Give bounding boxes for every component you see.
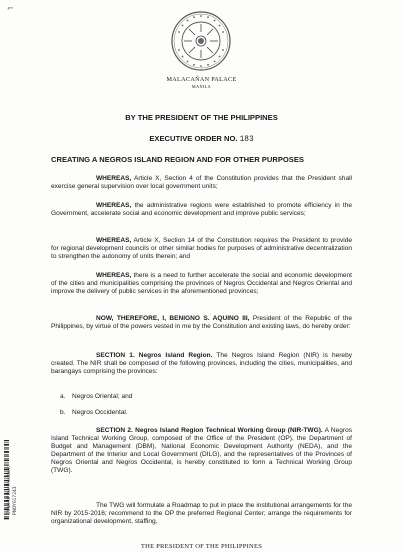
twg-roadmap-text: The TWG will formulate a Roadmap to put in place the institutional arrangements for the NIR by 2015-2016; recommend to the OP the preferred Regional Center; arrange the requirements for organizational development, staffing,: [51, 502, 352, 525]
side-stamp-code: PNOY017243: [13, 486, 18, 515]
now-therefore-text: President of the Republic of the Philippines, by virtue of the powers vested in me by the Constitution and existing laws, do hereby order:: [51, 315, 352, 330]
whereas-text: Article X, Section 4 of the Constitution provides that the President shall exercise general supervision over local government units;: [51, 175, 352, 190]
section-2-heading: SECTION 2. Negros Island Region Technical Working Group (NIR-TWG).: [96, 427, 323, 434]
by-line: BY THE PRESIDENT OF THE PHILIPPINES: [125, 113, 278, 122]
order-title: CREATING A NEGROS ISLAND REGION AND FOR OTHER PURPOSES: [51, 155, 304, 164]
city-name: MANILA: [191, 84, 212, 89]
presidential-seal-icon: [170, 10, 232, 72]
side-stamp-office: Office of the President: [7, 466, 12, 515]
executive-order-heading: [0, 134, 403, 144]
list-item: [60, 409, 128, 416]
whereas-paragraph-3: [51, 237, 352, 261]
whereas-paragraph-2: [51, 202, 352, 218]
list-text: Negros Oriental; and: [72, 393, 133, 400]
corner-mark: ⌐: [7, 4, 14, 13]
section-2-text: A Negros Island Technical Working Group, composed of the Office of the President (OP), the Department of Budget and Management (DBM), National Economic Development Authority (NEDA), and the Department of the Interior and Local Government (DILG), and the representatives of the Provinces of Negros Oriental and Negros Occidental, is hereby constituted to form a Technical Working Group (TWG).: [51, 427, 353, 474]
list-marker: a.: [60, 393, 66, 400]
now-therefore-lead: NOW, THEREFORE, I, BENIGNO S. AQUINO III,: [96, 315, 250, 322]
whereas-lead: WHEREAS,: [96, 202, 132, 209]
whereas-lead: WHEREAS,: [96, 175, 132, 182]
section-2-continuation: [51, 502, 352, 526]
section-1-paragraph: [51, 352, 352, 376]
section-1-heading: SECTION 1. Negros Island Region.: [96, 352, 213, 359]
page-footer: THE PRESIDENT OF THE PHILIPPINES: [140, 543, 263, 550]
whereas-lead: WHEREAS,: [96, 237, 132, 244]
now-therefore-paragraph: [51, 315, 352, 331]
eo-number: 183: [239, 136, 254, 144]
palace-name: MALACAÑAN PALACE: [166, 76, 237, 83]
list-item: [60, 393, 132, 400]
section-1-text: The Negros Island Region (NIR) is hereby created. The NIR shall be composed of the following provinces, including the cities, municipalities, and barangays comprising the provinces:: [51, 352, 352, 375]
whereas-text: there is a need to further accelerate the social and economic development of the cities and municipalities comprising the provinces of Negros Occidental and Negros Oriental and improve the delivery of public services in the aforementioned provinces;: [51, 272, 352, 295]
whereas-text: Article X, Section 14 of the Constitution requires the President to provide for regional development councils or other similar bodies for purposes of administrative decentralization to strengthen the autonomy of units therein; and: [51, 237, 352, 260]
list-text: Negros Occidental.: [72, 409, 128, 416]
whereas-paragraph-1: [51, 175, 352, 191]
section-2-paragraph: [51, 427, 352, 474]
eo-label: EXECUTIVE ORDER NO.: [149, 134, 238, 143]
whereas-lead: WHEREAS,: [96, 272, 132, 279]
list-marker: b.: [60, 409, 66, 416]
whereas-paragraph-4: [51, 272, 352, 296]
whereas-text: the administrative regions were established to promote efficiency in the Government, accelerate social and economic development and improve public services;: [51, 202, 352, 217]
